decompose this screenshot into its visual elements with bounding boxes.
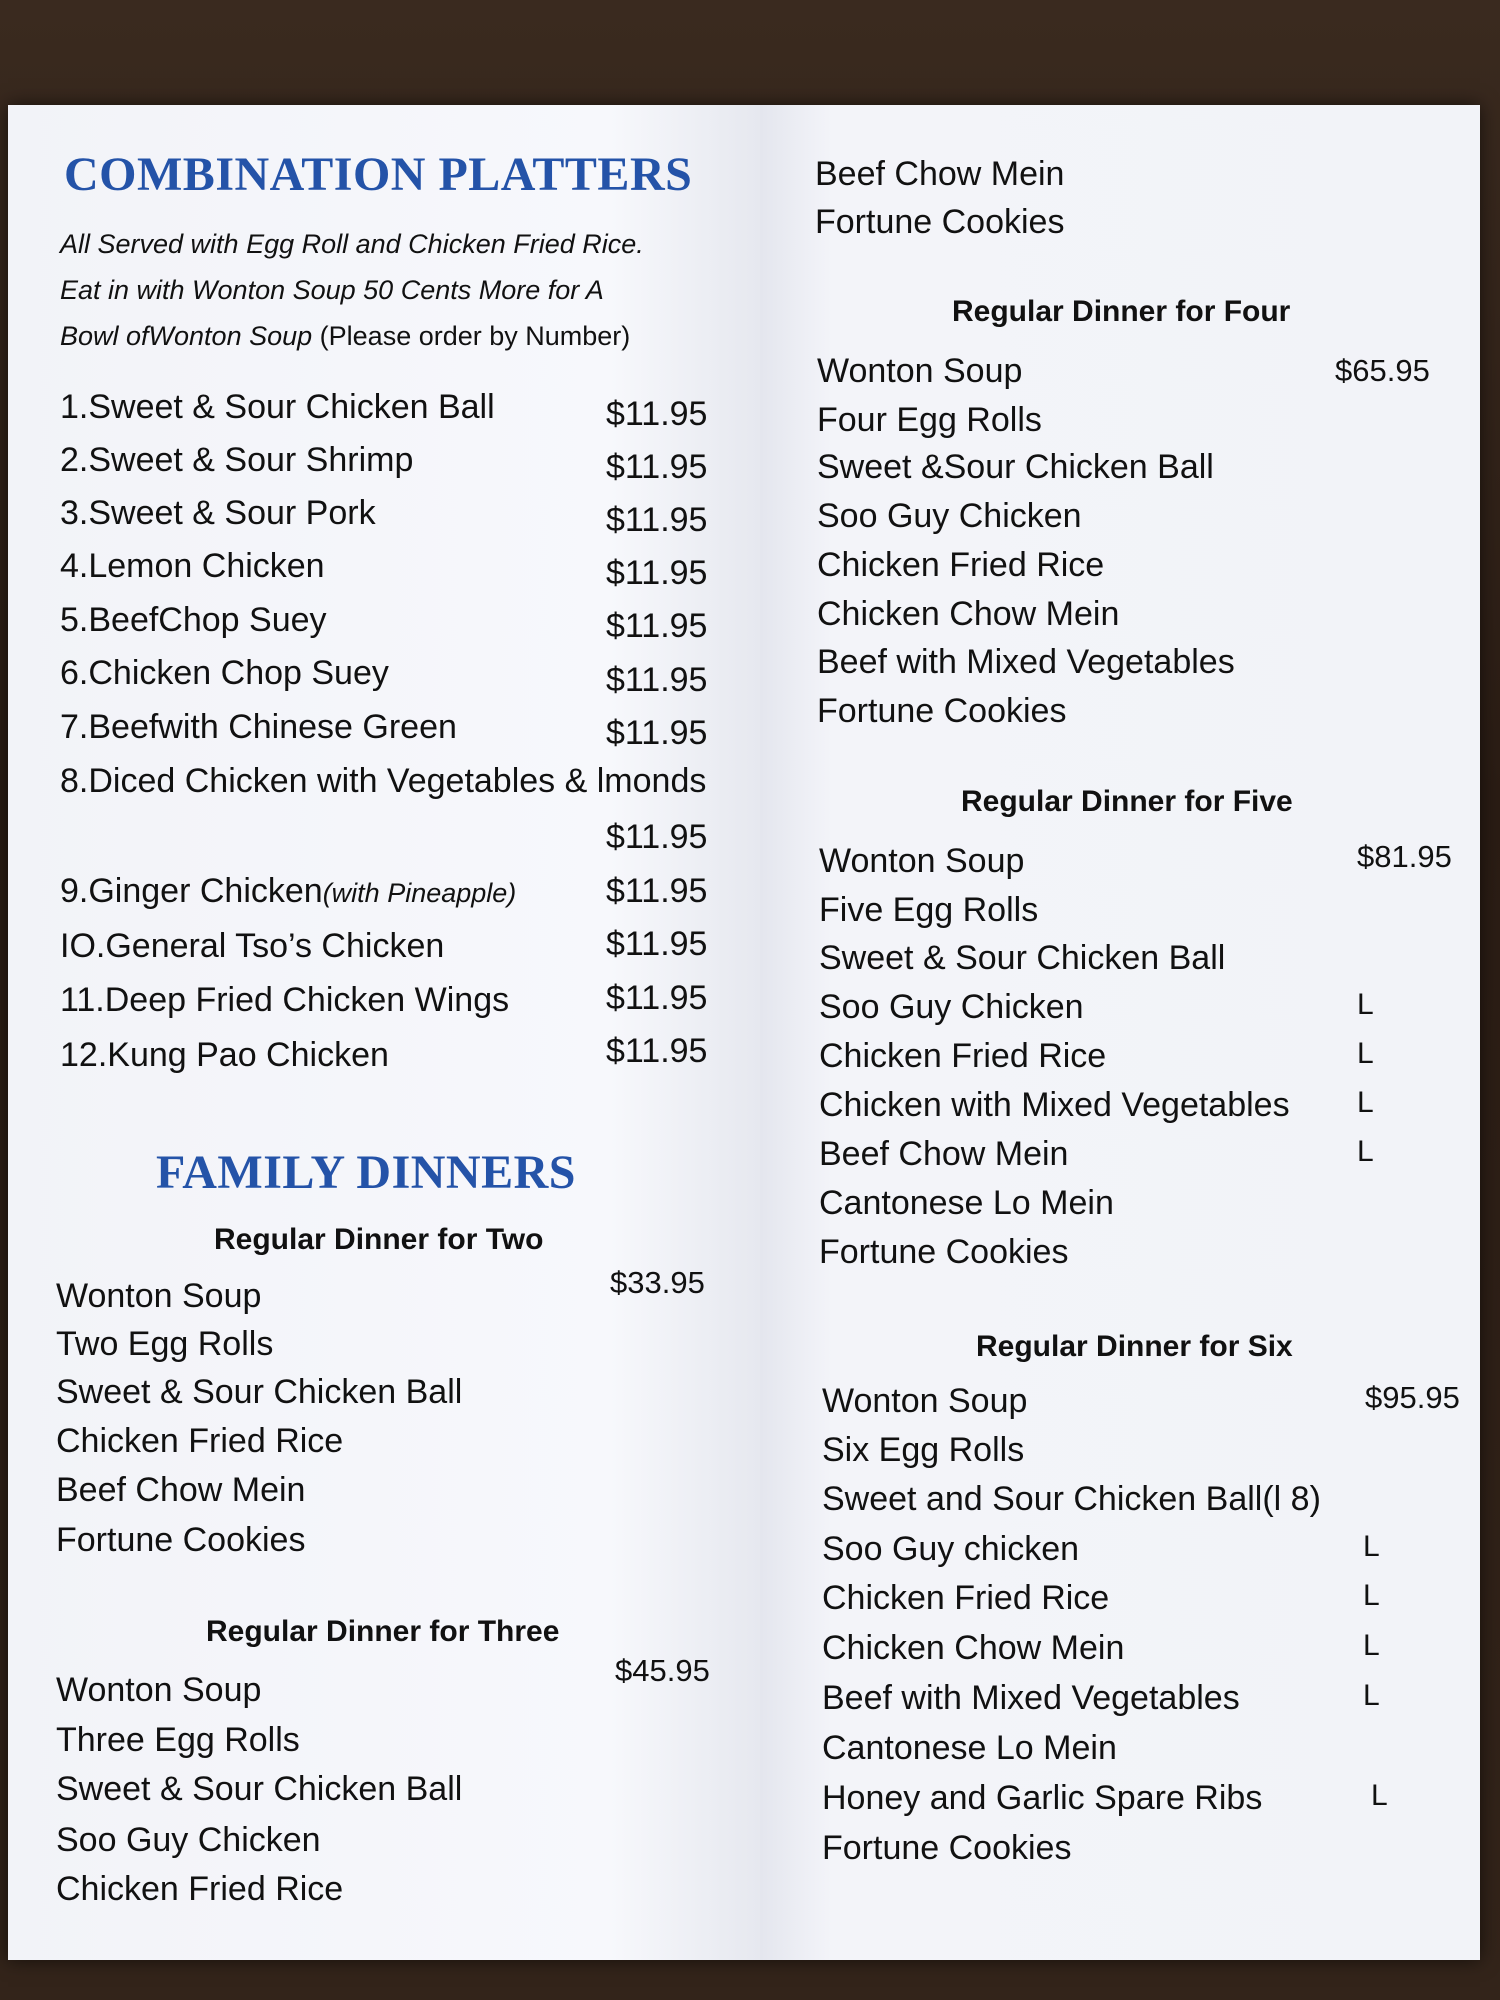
- intro-line-3: [60, 313, 644, 359]
- combo-item-12: 12.Kung Pao Chicken: [60, 1036, 389, 1074]
- combo-price-9: $11.95: [606, 872, 708, 910]
- dinner-five-title: Regular Dinner for Five: [961, 785, 1293, 818]
- menu-sheet: [8, 105, 1480, 1960]
- dinner-six-item: Fortune Cookies: [822, 1829, 1072, 1867]
- combination-platters-heading: COMBINATION PLATTERS: [64, 148, 693, 201]
- dinner-five-item: Five Egg Rolls: [819, 891, 1039, 929]
- combo-item-11: 11.Deep Fried Chicken Wings: [60, 981, 510, 1019]
- dinner-five-item: Chicken Fried Rice: [819, 1037, 1107, 1075]
- combo-price-7: $11.95: [606, 714, 708, 752]
- combo-price-2: $11.95: [606, 448, 708, 486]
- dinner-two-item: Sweet & Sour Chicken Ball: [56, 1373, 463, 1411]
- combo-price-5: $11.95: [606, 607, 708, 645]
- combo-item-9-note: (with Pineapple): [322, 878, 517, 908]
- combo-item-5: 5.BeefChop Suey: [60, 601, 327, 639]
- dinner-five-item: Chicken with Mixed Vegetables: [819, 1086, 1290, 1124]
- dinner-two-price: $33.95: [610, 1265, 705, 1300]
- dinner-five-item: Cantonese Lo Mein: [819, 1184, 1114, 1222]
- dinner-six-item: Six Egg Rolls: [822, 1431, 1025, 1469]
- dinner-five-item: Fortune Cookies: [819, 1233, 1069, 1271]
- dinner-two-item: Chicken Fried Rice: [56, 1422, 344, 1460]
- dinner-six-mark: L: [1363, 1629, 1380, 1662]
- dinner-four-item: Fortune Cookies: [817, 692, 1067, 730]
- dinner-five-mark: L: [1357, 1135, 1374, 1168]
- combo-price-3: $11.95: [606, 501, 708, 539]
- combo-item-6: 6.Chicken Chop Suey: [60, 654, 389, 692]
- dinner-five-item: Wonton Soup: [819, 842, 1025, 880]
- combo-price-10: $11.95: [606, 925, 708, 963]
- dinner-five-mark: L: [1357, 1037, 1374, 1070]
- dinner-three-item: Sweet & Sour Chicken Ball: [56, 1770, 463, 1808]
- dinner-five-item: Sweet & Sour Chicken Ball: [819, 939, 1226, 977]
- intro-line: Eat in with Wonton Soup 50 Cents More for A: [60, 275, 604, 305]
- dinner-three-item: Beef Chow Mein: [815, 155, 1065, 193]
- dinner-six-item: Soo Guy chicken: [822, 1530, 1080, 1568]
- dinner-two-item: Fortune Cookies: [56, 1521, 306, 1559]
- dinner-six-mark: L: [1363, 1679, 1380, 1712]
- dinner-four-item: Four Egg Rolls: [817, 401, 1042, 439]
- combo-item-1: 1.Sweet & Sour Chicken Ball: [60, 388, 495, 426]
- combo-price-4: $11.95: [606, 554, 708, 592]
- combo-item-9: [60, 872, 516, 911]
- combo-price-12: $11.95: [606, 1032, 708, 1070]
- dinner-three-item: Fortune Cookies: [815, 203, 1065, 241]
- family-dinners-heading: FAMILY DINNERS: [156, 1146, 576, 1199]
- dinner-three-item: Three Egg Rolls: [56, 1721, 300, 1759]
- right-page: [760, 105, 1480, 1960]
- left-page: [8, 105, 760, 1960]
- dinner-three-title: Regular Dinner for Three: [206, 1615, 560, 1648]
- dinner-four-item: Wonton Soup: [817, 352, 1023, 390]
- dinner-six-item: Cantonese Lo Mein: [822, 1729, 1117, 1767]
- dinner-six-item: Sweet and Sour Chicken Ball(l 8): [822, 1480, 1321, 1518]
- dinner-four-item: Soo Guy Chicken: [817, 497, 1082, 535]
- dinner-four-price: $65.95: [1335, 353, 1430, 388]
- dinner-three-item: Chicken Fried Rice: [56, 1870, 344, 1908]
- dinner-six-item: Chicken Fried Rice: [822, 1579, 1110, 1617]
- combo-price-11: $11.95: [606, 979, 708, 1017]
- dinner-six-item: Wonton Soup: [822, 1382, 1028, 1420]
- dinner-six-item: Honey and Garlic Spare Ribs: [822, 1779, 1263, 1817]
- intro-line: All Served with Egg Roll and Chicken Fried Rice.: [60, 229, 644, 259]
- combo-price-6: $11.95: [606, 661, 708, 699]
- dinner-three-price: $45.95: [615, 1653, 710, 1688]
- combo-item-3: 3.Sweet & Sour Pork: [60, 494, 376, 532]
- dinner-five-mark: L: [1357, 1086, 1374, 1119]
- intro-line: Bowl ofWonton Soup: [60, 321, 313, 351]
- dinner-two-title: Regular Dinner for Two: [214, 1223, 544, 1256]
- combination-intro: [60, 221, 644, 359]
- dinner-four-item: Chicken Fried Rice: [817, 546, 1105, 584]
- combo-price-8: $11.95: [606, 818, 708, 856]
- dinner-two-item: Wonton Soup: [56, 1277, 262, 1315]
- dinner-two-item: Two Egg Rolls: [56, 1325, 274, 1363]
- dinner-four-title: Regular Dinner for Four: [952, 295, 1291, 328]
- intro-order-note: (Please order by Number): [319, 321, 631, 351]
- combo-item-4: 4.Lemon Chicken: [60, 547, 325, 585]
- dinner-three-item: Wonton Soup: [56, 1671, 262, 1709]
- dinner-three-item: Soo Guy Chicken: [56, 1821, 321, 1859]
- dinner-four-item: Beef with Mixed Vegetables: [817, 643, 1235, 681]
- dinner-five-price: $81.95: [1357, 839, 1452, 874]
- dinner-six-mark: L: [1363, 1530, 1380, 1563]
- combo-item-7: 7.Beefwith Chinese Green: [60, 708, 457, 746]
- dinner-two-item: Beef Chow Mein: [56, 1471, 306, 1509]
- dinner-four-item: Chicken Chow Mein: [817, 595, 1120, 633]
- dinner-five-mark: L: [1357, 988, 1374, 1021]
- dinner-five-item: Soo Guy Chicken: [819, 988, 1084, 1026]
- dinner-five-item: Beef Chow Mein: [819, 1135, 1069, 1173]
- combo-price-1: $11.95: [606, 395, 708, 433]
- dinner-six-item: Beef with Mixed Vegetables: [822, 1679, 1240, 1717]
- dinner-four-item: Sweet &Sour Chicken Ball: [817, 448, 1214, 486]
- dinner-six-mark: L: [1371, 1779, 1388, 1812]
- dinner-six-item: Chicken Chow Mein: [822, 1629, 1125, 1667]
- combo-item-10: IO.General Tso’s Chicken: [60, 927, 445, 965]
- dinner-six-mark: L: [1363, 1579, 1380, 1612]
- combo-item-9-name: 9.Ginger Chicken: [60, 872, 323, 910]
- combo-item-8: 8.Diced Chicken with Vegetables & lmonds: [60, 762, 707, 800]
- dinner-six-price: $95.95: [1365, 1380, 1460, 1415]
- dinner-six-title: Regular Dinner for Six: [976, 1330, 1293, 1363]
- combo-item-2: 2.Sweet & Sour Shrimp: [60, 441, 414, 479]
